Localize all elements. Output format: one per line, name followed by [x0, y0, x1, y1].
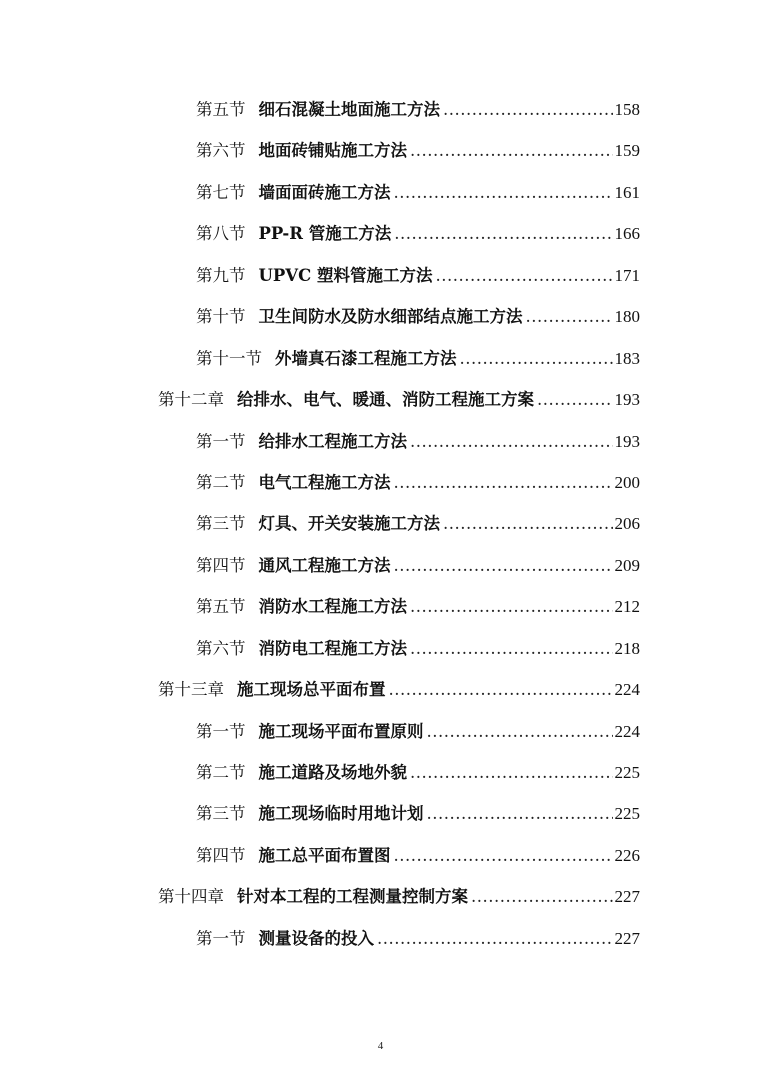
toc-entry-label: 第五节	[196, 100, 246, 119]
toc-entry-title: PP-R 管施工方法	[258, 224, 392, 244]
toc-section-entry[interactable]	[0, 632, 761, 673]
toc-entry-label: 第一节	[196, 928, 246, 948]
toc-entry-label: 第三节	[196, 514, 246, 534]
toc-entry-title: 针对本工程的工程测量控制方案	[237, 887, 468, 907]
toc-entry-page: 171	[614, 265, 640, 285]
toc-entry-line	[196, 138, 640, 164]
toc-entry-page: 209	[614, 555, 640, 575]
toc-entry-title: 消防水工程施工方法	[258, 597, 407, 617]
toc-entry-line	[158, 387, 640, 413]
toc-section-entry[interactable]	[0, 176, 761, 217]
toc-entry-title: 细石混凝土地面施工方法	[258, 100, 440, 119]
toc-dot-leader	[427, 719, 613, 745]
toc-entry-line	[196, 180, 640, 206]
toc-dot-leader	[410, 636, 613, 662]
toc-entry-label: 第一节	[196, 431, 246, 451]
toc-dot-leader	[394, 553, 613, 579]
toc-dot-leader	[443, 511, 613, 537]
toc-entry-title: 消防电工程施工方法	[258, 638, 407, 658]
toc-entry-page: 183	[614, 348, 640, 368]
toc-entry-title: 施工现场总平面布置	[237, 680, 386, 700]
toc-entry-page: 206	[614, 514, 640, 534]
toc-entry-line	[196, 636, 640, 662]
toc-entry-title: 墙面面砖施工方法	[258, 182, 391, 202]
toc-section-entry[interactable]	[0, 715, 761, 756]
toc-entry-title: 施工现场平面布置原则	[258, 721, 424, 741]
toc-dot-leader	[443, 97, 613, 123]
toc-entry-line	[196, 801, 640, 827]
toc-entry-page: 180	[614, 307, 640, 327]
toc-entry-title: UPVC 塑料管施工方法	[258, 265, 433, 285]
toc-entry-line	[196, 843, 640, 869]
toc-section-entry[interactable]	[0, 259, 761, 300]
toc-dot-leader	[377, 926, 613, 952]
toc-entry-line	[196, 553, 640, 579]
toc-entry-page: 200	[614, 472, 640, 492]
toc-section-entry[interactable]	[0, 797, 761, 838]
toc-dot-leader	[427, 801, 613, 827]
toc-entry-label: 第一节	[196, 721, 246, 741]
toc-dot-leader	[460, 346, 613, 372]
toc-entry-label: 第三节	[196, 804, 246, 824]
toc-entry-label: 第十四章	[158, 887, 224, 907]
toc-entry-page: 224	[614, 721, 640, 741]
toc-entry-label: 第九节	[196, 265, 246, 285]
toc-section-entry[interactable]	[0, 922, 761, 963]
toc-entry-label: 第二节	[196, 472, 246, 492]
toc-entry-line	[196, 263, 640, 289]
toc-entry-page: 193	[614, 431, 640, 451]
toc-entry-label: 第二节	[196, 763, 246, 782]
toc-entry-label: 第四节	[196, 555, 246, 575]
toc-entry-title: 卫生间防水及防水细部结点施工方法	[258, 307, 523, 327]
toc-entry-label: 第八节	[196, 224, 246, 244]
toc-entry-line	[196, 429, 640, 455]
toc-entry-label: 第十一节	[196, 348, 262, 368]
toc-entry-page: 166	[614, 224, 640, 244]
toc-entry-page: 212	[614, 597, 640, 617]
toc-entry-page: 193	[614, 390, 640, 410]
toc-entry-page: 161	[614, 182, 640, 202]
toc-section-entry[interactable]	[0, 549, 761, 590]
toc-section-entry[interactable]	[0, 217, 761, 258]
toc-entry-label: 第五节	[196, 597, 246, 617]
toc-entry-title: 给排水工程施工方法	[258, 431, 407, 451]
toc-entry-line	[196, 594, 640, 620]
toc-chapter-entry[interactable]	[0, 880, 761, 921]
toc-entry-label: 第十三章	[158, 680, 224, 700]
toc-dot-leader	[435, 263, 612, 289]
toc-entry-title: 灯具、开关安装施工方法	[258, 514, 440, 534]
toc-dot-leader	[389, 677, 613, 703]
toc-entry-page: 226	[614, 845, 640, 865]
toc-entry-page: 227	[614, 928, 640, 948]
toc-entry-line	[196, 97, 640, 123]
toc-entry-line	[196, 346, 640, 372]
toc-section-entry[interactable]	[0, 300, 761, 341]
toc-dot-leader	[394, 221, 612, 247]
toc-entry-title: 施工现场临时用地计划	[258, 804, 424, 824]
toc-entry-page: 224	[614, 680, 640, 700]
toc-section-entry[interactable]	[0, 507, 761, 548]
toc-section-entry[interactable]	[0, 93, 761, 134]
toc-entry-title: 通风工程施工方法	[258, 555, 391, 575]
toc-entry-line	[196, 221, 640, 247]
toc-chapter-entry[interactable]	[0, 383, 761, 424]
toc-chapter-entry[interactable]	[0, 673, 761, 714]
toc-dot-leader	[410, 760, 613, 786]
toc-entry-line	[196, 511, 640, 537]
table-of-contents	[0, 93, 761, 963]
toc-entry-line	[196, 719, 640, 745]
toc-entry-page: 158	[614, 100, 640, 119]
toc-entry-line	[196, 926, 640, 952]
toc-section-entry[interactable]	[0, 756, 761, 797]
toc-entry-label: 第十二章	[158, 390, 224, 410]
toc-entry-page: 218	[614, 638, 640, 658]
page-number: 4	[377, 1040, 384, 1052]
toc-dot-leader	[526, 304, 613, 330]
toc-entry-label: 第十节	[196, 307, 246, 327]
toc-entry-label: 第六节	[196, 141, 246, 161]
toc-entry-page: 227	[614, 887, 640, 907]
toc-section-entry[interactable]	[0, 466, 761, 507]
toc-entry-page: 225	[614, 763, 640, 782]
toc-section-entry[interactable]	[0, 590, 761, 631]
toc-dot-leader	[471, 884, 613, 910]
toc-dot-leader	[394, 180, 613, 206]
toc-entry-label: 第六节	[196, 638, 246, 658]
toc-entry-title: 外墙真石漆工程施工方法	[275, 348, 457, 368]
toc-section-entry[interactable]	[0, 425, 761, 466]
toc-dot-leader	[394, 470, 613, 496]
toc-entry-title: 施工道路及场地外貌	[258, 763, 407, 782]
toc-section-entry[interactable]	[0, 839, 761, 880]
toc-dot-leader	[394, 843, 613, 869]
toc-entry-title: 测量设备的投入	[258, 928, 374, 948]
toc-entry-line	[196, 760, 640, 786]
toc-entry-title: 给排水、电气、暖通、消防工程施工方案	[237, 390, 534, 410]
toc-section-entry[interactable]	[0, 342, 761, 383]
toc-entry-line	[158, 884, 640, 910]
toc-entry-title: 地面砖铺贴施工方法	[258, 141, 407, 161]
toc-dot-leader	[410, 594, 613, 620]
toc-entry-page: 225	[614, 804, 640, 824]
toc-dot-leader	[537, 387, 613, 413]
toc-entry-label: 第四节	[196, 845, 246, 865]
toc-entry-page: 159	[614, 141, 640, 161]
toc-entry-line	[158, 677, 640, 703]
toc-dot-leader	[410, 429, 613, 455]
toc-dot-leader	[410, 138, 613, 164]
toc-entry-label: 第七节	[196, 182, 246, 202]
toc-entry-title: 电气工程施工方法	[258, 472, 391, 492]
toc-entry-line	[196, 304, 640, 330]
toc-entry-title: 施工总平面布置图	[258, 845, 391, 865]
toc-section-entry[interactable]	[0, 134, 761, 175]
toc-entry-line	[196, 470, 640, 496]
